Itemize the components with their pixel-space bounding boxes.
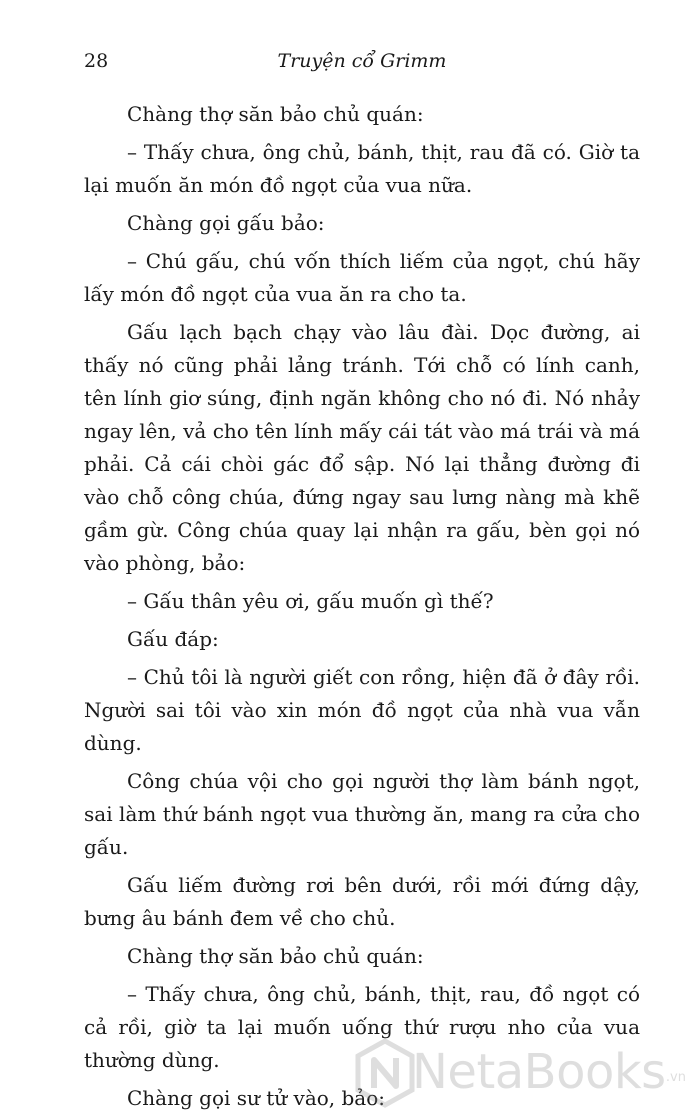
paragraph: – Chủ tôi là người giết con rồng, hiện đã ở đây rồi. Người sai tôi vào xin món đồ ngọt của nhà vua vẫn dùng. (84, 665, 640, 755)
paragraph: Gấu liếm đường rơi bên dưới, rồi mới đứng dậy, bưng âu bánh đem về cho chủ. (84, 873, 640, 930)
paragraph: Chàng gọi sư tử vào, bảo: (127, 1086, 386, 1110)
paragraph: Công chúa vội cho gọi người thợ làm bánh ngọt, sai làm thứ bánh ngọt vua thường ăn, mang ra cửa cho gấu. (84, 769, 640, 859)
hexagon-n-logo-icon (354, 1038, 416, 1108)
paragraph: Gấu lạch bạch chạy vào lâu đài. Dọc đường, ai thấy nó cũng phải lảng tránh. Tới chỗ có lính canh, tên lính giơ súng, định ngăn không cho nó đi. Nó nhảy ngay lên, vả cho tên lính mấy cái tát vào má trái và má phải. Cả cái chòi gác đổ sập. Nó lại thẳng đường đi vào chỗ công chúa, đứng ngay sau lưng nàng mà khẽ gầm gừ. Công chúa quay lại nhận ra gấu, bèn gọi nó vào phòng, bảo: (84, 320, 640, 575)
paragraph: Chàng gọi gấu bảo: (127, 211, 325, 235)
paragraph: – Chú gấu, chú vốn thích liếm của ngọt, chú hãy lấy món đồ ngọt của vua ăn ra cho ta. (84, 249, 640, 306)
paragraph: Chàng thợ săn bảo chủ quán: (127, 102, 424, 126)
netabooks-watermark (354, 1034, 686, 1112)
body-text (84, 98, 640, 1120)
paragraph: Gấu đáp: (127, 627, 219, 651)
page-number: 28 (84, 50, 109, 72)
paragraph: – Thấy chưa, ông chủ, bánh, thịt, rau, đồ ngọt có cả rồi, giờ ta lại muốn uống thứ rượu nho của vua thường dùng. (84, 982, 640, 1072)
running-title: Truyện cổ Grimm (277, 50, 447, 72)
paragraph: – Thấy chưa, ông chủ, bánh, thịt, rau đã có. Giờ ta lại muốn ăn món đồ ngọt của vua nữa. (84, 140, 640, 197)
paragraph: – Gấu thân yêu ơi, gấu muốn gì thế? (127, 589, 494, 613)
page-header (84, 46, 640, 76)
watermark-suffix: .vn (665, 1070, 686, 1085)
paragraph: Chàng thợ săn bảo chủ quán: (127, 944, 424, 968)
watermark-brand: NetaBooks (412, 1044, 666, 1100)
